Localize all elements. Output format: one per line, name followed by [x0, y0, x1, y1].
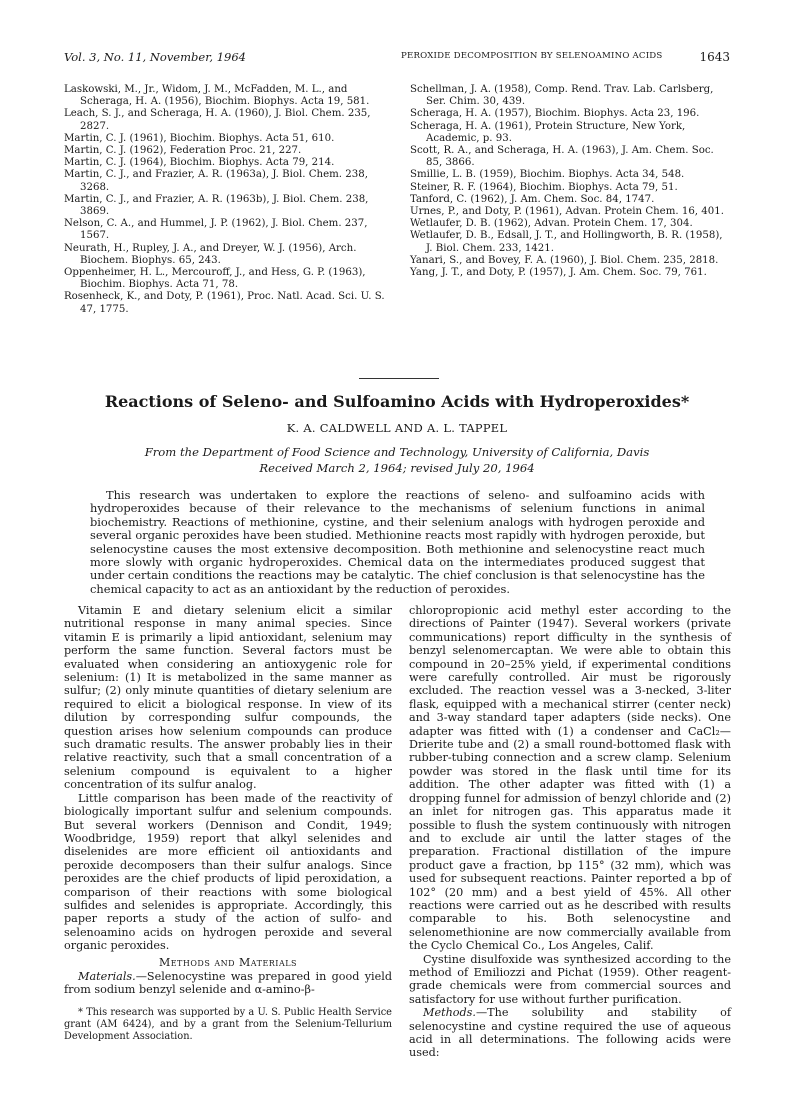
article-title: Reactions of Seleno- and Sulfoamino Acids with Hydroperoxides*: [104, 392, 690, 411]
body-paragraph: Vitamin E and dietary selenium elicit a similar nutritional response in many animal species. Since vitamin E is primarily a lipid antioxidant, selenium may perform the same function. Several factors must be evaluated when considering an antioxygenic role for selenium: (1) It is metabolized in the same manner as sulfur; (2) only minute quantities of dietary selenium are required to elicit a biological response. In view of its dilution by corresponding sulfur compounds, the question arises how selenium compounds can produce such dramatic results. The answer probably lies in their relative reactivity, such that a small concentration of a selenium compound is equivalent to a higher concentration of its sulfur analog.: [64, 604, 392, 792]
body-paragraph: Little comparison has been made of the reactivity of biologically important sulfur and selenium compounds. But several workers (Dennison and Condit, 1949; Woodbridge, 1959) report that alkyl selenides and diselenides are more efficient oil antioxidants and peroxide decomposers than their sulfur analogs. Since peroxides are the chief products of lipid peroxidation, a comparison of their reactions with some biological sulfides and selenides is appropriate. Accordingly, this paper reports a study of the action of sulfo- and selenoamino acids on hydrogen peroxide and several organic peroxides.: [64, 791, 392, 953]
reference-entry: Martin, C. J. (1961), Biochim. Biophys. Acta 51, 610.: [64, 132, 335, 144]
section-divider: [359, 378, 439, 379]
affiliation: From the Department of Food Science and Technology, University of California, Davis: [144, 445, 650, 459]
abstract: [90, 489, 705, 596]
body-paragraph: Cystine disulfoxide was synthesized according to the method of Emiliozzi and Pichat (1959). Other reagent-grade chemicals were from commercial sources and satisfactory for use without further purification.: [409, 952, 731, 1006]
reference-entry: Scheraga, H. A. (1961), Protein Structure, New York, Academic, p. 93.: [410, 120, 686, 144]
reference-entry: Yang, J. T., and Doty, P. (1957), J. Am. Chem. Soc. 79, 761.: [410, 267, 707, 279]
reference-entry: Martin, C. J., and Frazier, A. R. (1963b), J. Biol. Chem. 238, 3869.: [64, 193, 369, 218]
journal-issue: Vol. 3, No. 11, November, 1964: [64, 50, 247, 64]
reference-entry: Martin, C. J., and Frazier, A. R. (1963a), J. Biol. Chem. 238, 3268.: [64, 169, 368, 193]
paragraph-text: —Selenocystine was prepared in good yield from sodium benzyl selenide and α-amino-β-: [64, 969, 392, 997]
paragraph-lead: Methods.: [423, 1006, 476, 1020]
abstract-text: This research was undertaken to explore the reactions of seleno- and sulfoamino acids with hydroperoxides because of their relevance to the mechanisms of selenium functions in animal biochemistry. Reactions of methionine, cystine, and their selenium analogs with hydrogen peroxide and several organic peroxides have been studied. Methionine reacts most rapidly with hydrogen peroxide, but selenocystine causes the most extensive decomposition. Both methionine and selenocystine react much more slowly with organic hydroperoxides. Chemical data on the intermediates produced suggest that under certain conditions the reactions may be catalytic. The chief conclusion is that selenocystine has the chemical capacity to act as an antioxidant by the reduction of peroxides.: [90, 488, 705, 596]
body-paragraph: [64, 970, 392, 997]
reference-entry: Scott, R. A., and Scheraga, H. A. (1963), J. Am. Chem. Soc. 85, 3866.: [410, 145, 714, 169]
reference-entry: Rosenheck, K., and Doty, P. (1961), Proc. Natl. Acad. Sci. U. S. 47, 1775.: [64, 291, 385, 315]
body-paragraph: [409, 1006, 731, 1060]
reference-entry: Neurath, H., Rupley, J. A., and Dreyer, W. J. (1956), Arch. Biochem. Biophys. 65, 243.: [64, 242, 357, 266]
reference-entry: Wetlaufer, D. B. (1962), Advan. Protein Chem. 17, 304.: [410, 218, 693, 230]
footnote: [64, 1007, 392, 1043]
running-header: [64, 50, 730, 66]
body-left-column: [64, 604, 392, 1043]
reference-entry: Schellman, J. A. (1958), Comp. Rend. Trav. Lab. Carlsberg, Ser. Chim. 30, 439.: [410, 84, 714, 108]
reference-entry: Steiner, R. F. (1964), Biochim. Biophys. Acta 79, 51.: [410, 181, 678, 193]
reference-entry: Tanford, C. (1962), J. Am. Chem. Soc. 84, 1747.: [410, 193, 655, 205]
paragraph-text: —The solubility and stability of selenocystine and cystine required the use of aqueous acid in all determinations. The following acids were used:: [409, 1006, 731, 1060]
body-right-column: [409, 604, 731, 1060]
reference-entry: Leach, S. J., and Scheraga, H. A. (1960), J. Biol. Chem. 235, 2827.: [64, 108, 371, 132]
section-heading: Methods and Materials: [158, 955, 298, 969]
reference-entry: Urnes, P., and Doty, P. (1961), Advan. Protein Chem. 16, 401.: [410, 206, 724, 218]
references-right-column: [410, 84, 730, 279]
reference-entry: Oppenheimer, H. L., Mercouroff, J., and Hess, G. P. (1963), Biochim. Biophys. Acta 71, 78.: [64, 267, 366, 291]
reference-entry: Nelson, C. A., and Hummel, J. P. (1962), J. Biol. Chem. 237, 1567.: [64, 218, 368, 242]
received-dates: Received March 2, 1964; revised July 20, 1964: [259, 461, 535, 475]
reference-entry: Scheraga, H. A. (1957), Biochim. Biophys. Acta 23, 196.: [410, 108, 700, 120]
reference-entry: Smillie, L. B. (1959), Biochim. Biophys. Acta 34, 548.: [410, 169, 685, 181]
paragraph-lead: Materials.: [78, 969, 136, 983]
body-paragraph: chloropropionic acid methyl ester according to the directions of Painter (1947). Several workers (private communications) report difficulty in the synthesis of benzyl selenomercaptan. We were able to obtain this compound in 20–25% yield, if experimental conditions were carefully controlled. Air must be rigorously excluded. The reaction vessel was a 3-necked, 3-liter flask, equipped with a mechanical stirrer (center neck) and 3-way standard taper adapters (side necks). One adapter was fitted with (1) a condenser and CaCl₂—Drierite tube and (2) a small round-bottomed flask with rubber-tubing connection and a screw clamp. Selenium powder was stored in the flask until time for its addition. The other adapter was fitted with (1) a dropping funnel for admission of benzyl chloride and (2) an inlet for nitrogen gas. This apparatus made it possible to flush the system continuously with nitrogen and to exclude air until the latter stages of the preparation. Fractional distillation of the impure product gave a fraction, bp 115° (32 mm), which was used for subsequent reactions. Painter reported a bp of 102° (20 mm) and a best yield of 45%. All other reactions were carried out as he described with results comparable to his. Both selenocystine and selenomethionine are now commercially available from the Cyclo Chemical Co., Los Angeles, Calif.: [409, 604, 731, 953]
running-title: PEROXIDE DECOMPOSITION BY SELENOAMINO ACIDS: [401, 51, 663, 61]
reference-entry: Martin, C. J. (1962), Federation Proc. 21, 227.: [64, 145, 302, 157]
article-affiliation-block: [64, 444, 730, 476]
reference-entry: Martin, C. J. (1964), Biochim. Biophys. Acta 79, 214.: [64, 157, 335, 169]
footnote-text: * This research was supported by a U. S. Public Health Service grant (AM 6424), and by a grant from the Selenium-Tellurium Development Association.: [64, 1006, 392, 1042]
article-authors: K. A. CALDWELL AND A. L. TAPPEL: [286, 421, 508, 435]
reference-entry: Laskowski, M., Jr., Widom, J. M., McFadden, M. L., and Scheraga, H. A. (1956), Biochim. Biophys. Acta 19, 581.: [64, 84, 370, 108]
references-left-column: [64, 84, 392, 316]
reference-entry: Wetlaufer, D. B., Edsall, J. T., and Hollingworth, B. R. (1958), J. Biol. Chem. 233, 1421.: [410, 230, 723, 254]
reference-entry: Yanari, S., and Bovey, F. A. (1960), J. Biol. Chem. 235, 2818.: [410, 254, 719, 266]
page-number: 1643: [699, 50, 730, 64]
